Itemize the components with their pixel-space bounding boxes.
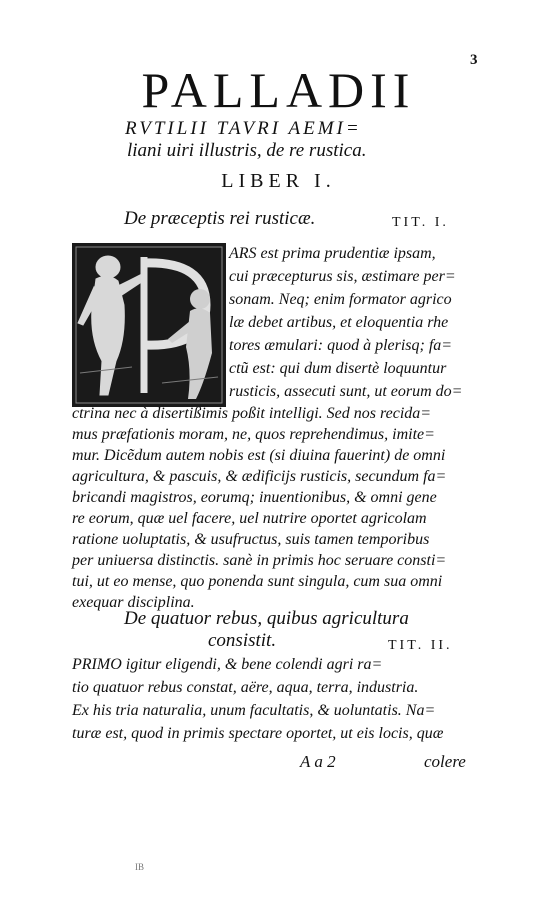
- text-line: PRIMO igitur eligendi, & bene colendi agri ra=: [72, 656, 383, 673]
- section-2-heading-line-2: consistit.: [208, 630, 277, 651]
- text-line: læ debet artibus, et eloquentia rhe: [229, 314, 449, 331]
- stray-mark: IB: [135, 862, 144, 872]
- text-line: per uniuersa distinctis. sanè in primis hoc seruare consti=: [72, 552, 447, 569]
- signature-mark: A a 2: [300, 752, 336, 771]
- section-1-title-number: TIT. I.: [392, 215, 449, 230]
- text-line: ctrina nec à disertißimis poßit intelligi. Sed nos recida=: [72, 405, 432, 422]
- text-line: ratione uoluptatis, & usufructus, suis tamen temporibus: [72, 531, 430, 548]
- book-title: PALLADII: [141, 62, 416, 118]
- text-line: sonam. Neq; enim formator agrico: [229, 291, 452, 308]
- text-line: exequar disciplina.: [72, 594, 195, 611]
- woodcut-initial-letter: [72, 243, 226, 407]
- text-line: tio quatuor rebus constat, aëre, aqua, terra, industria.: [72, 679, 419, 696]
- text-line: turæ est, quod in primis spectare oportet, ut eis locis, quæ: [72, 725, 444, 742]
- section-1-heading: De præceptis rei rusticæ.: [124, 208, 316, 229]
- page-number: 3: [470, 52, 478, 68]
- woodcut-illustration: [72, 243, 226, 407]
- text-line: ARS est prima prudentiæ ipsam,: [229, 245, 436, 262]
- text-line: tores æmulari: quod à plerisq; fa=: [229, 337, 453, 354]
- text-line: ctũ est: qui dum disertè loquuntur: [229, 360, 447, 377]
- text-line: rusticis, assecuti sunt, ut eorum do=: [229, 383, 463, 400]
- section-2-heading-line-1: De quatuor rebus, quibus agricultura: [124, 608, 409, 629]
- catchword: colere: [424, 752, 466, 771]
- text-line: cui præcepturus sis, æstimare per=: [229, 268, 456, 285]
- text-line: tui, ut eo mense, quo ponenda sunt singula, cum sua omni: [72, 573, 443, 590]
- text-line: Ex his tria naturalia, unum facultatis, & uoluntatis. Na=: [72, 702, 436, 719]
- author-line-2: liani uiri illustris, de re rustica.: [127, 140, 367, 161]
- section-2-title-number: TIT. II.: [388, 638, 453, 653]
- text-line: re eorum, quæ uel facere, uel nutrire oportet agricolam: [72, 510, 427, 527]
- text-line: agricultura, & pascuis, & ædificijs rusticis, secundum fa=: [72, 468, 447, 485]
- text-line: bricandi magistros, eorumq; inuentionibus, & omni gene: [72, 489, 437, 506]
- text-line: mus præfationis moram, ne, quos reprehendimus, imite=: [72, 426, 435, 443]
- author-line-1: RVTILII TAVRI AEMI=: [125, 118, 362, 139]
- text-line: mur. Dicẽdum autem nobis est (si diuina fauerint) de omni: [72, 447, 446, 464]
- book-number: LIBER I.: [221, 170, 336, 192]
